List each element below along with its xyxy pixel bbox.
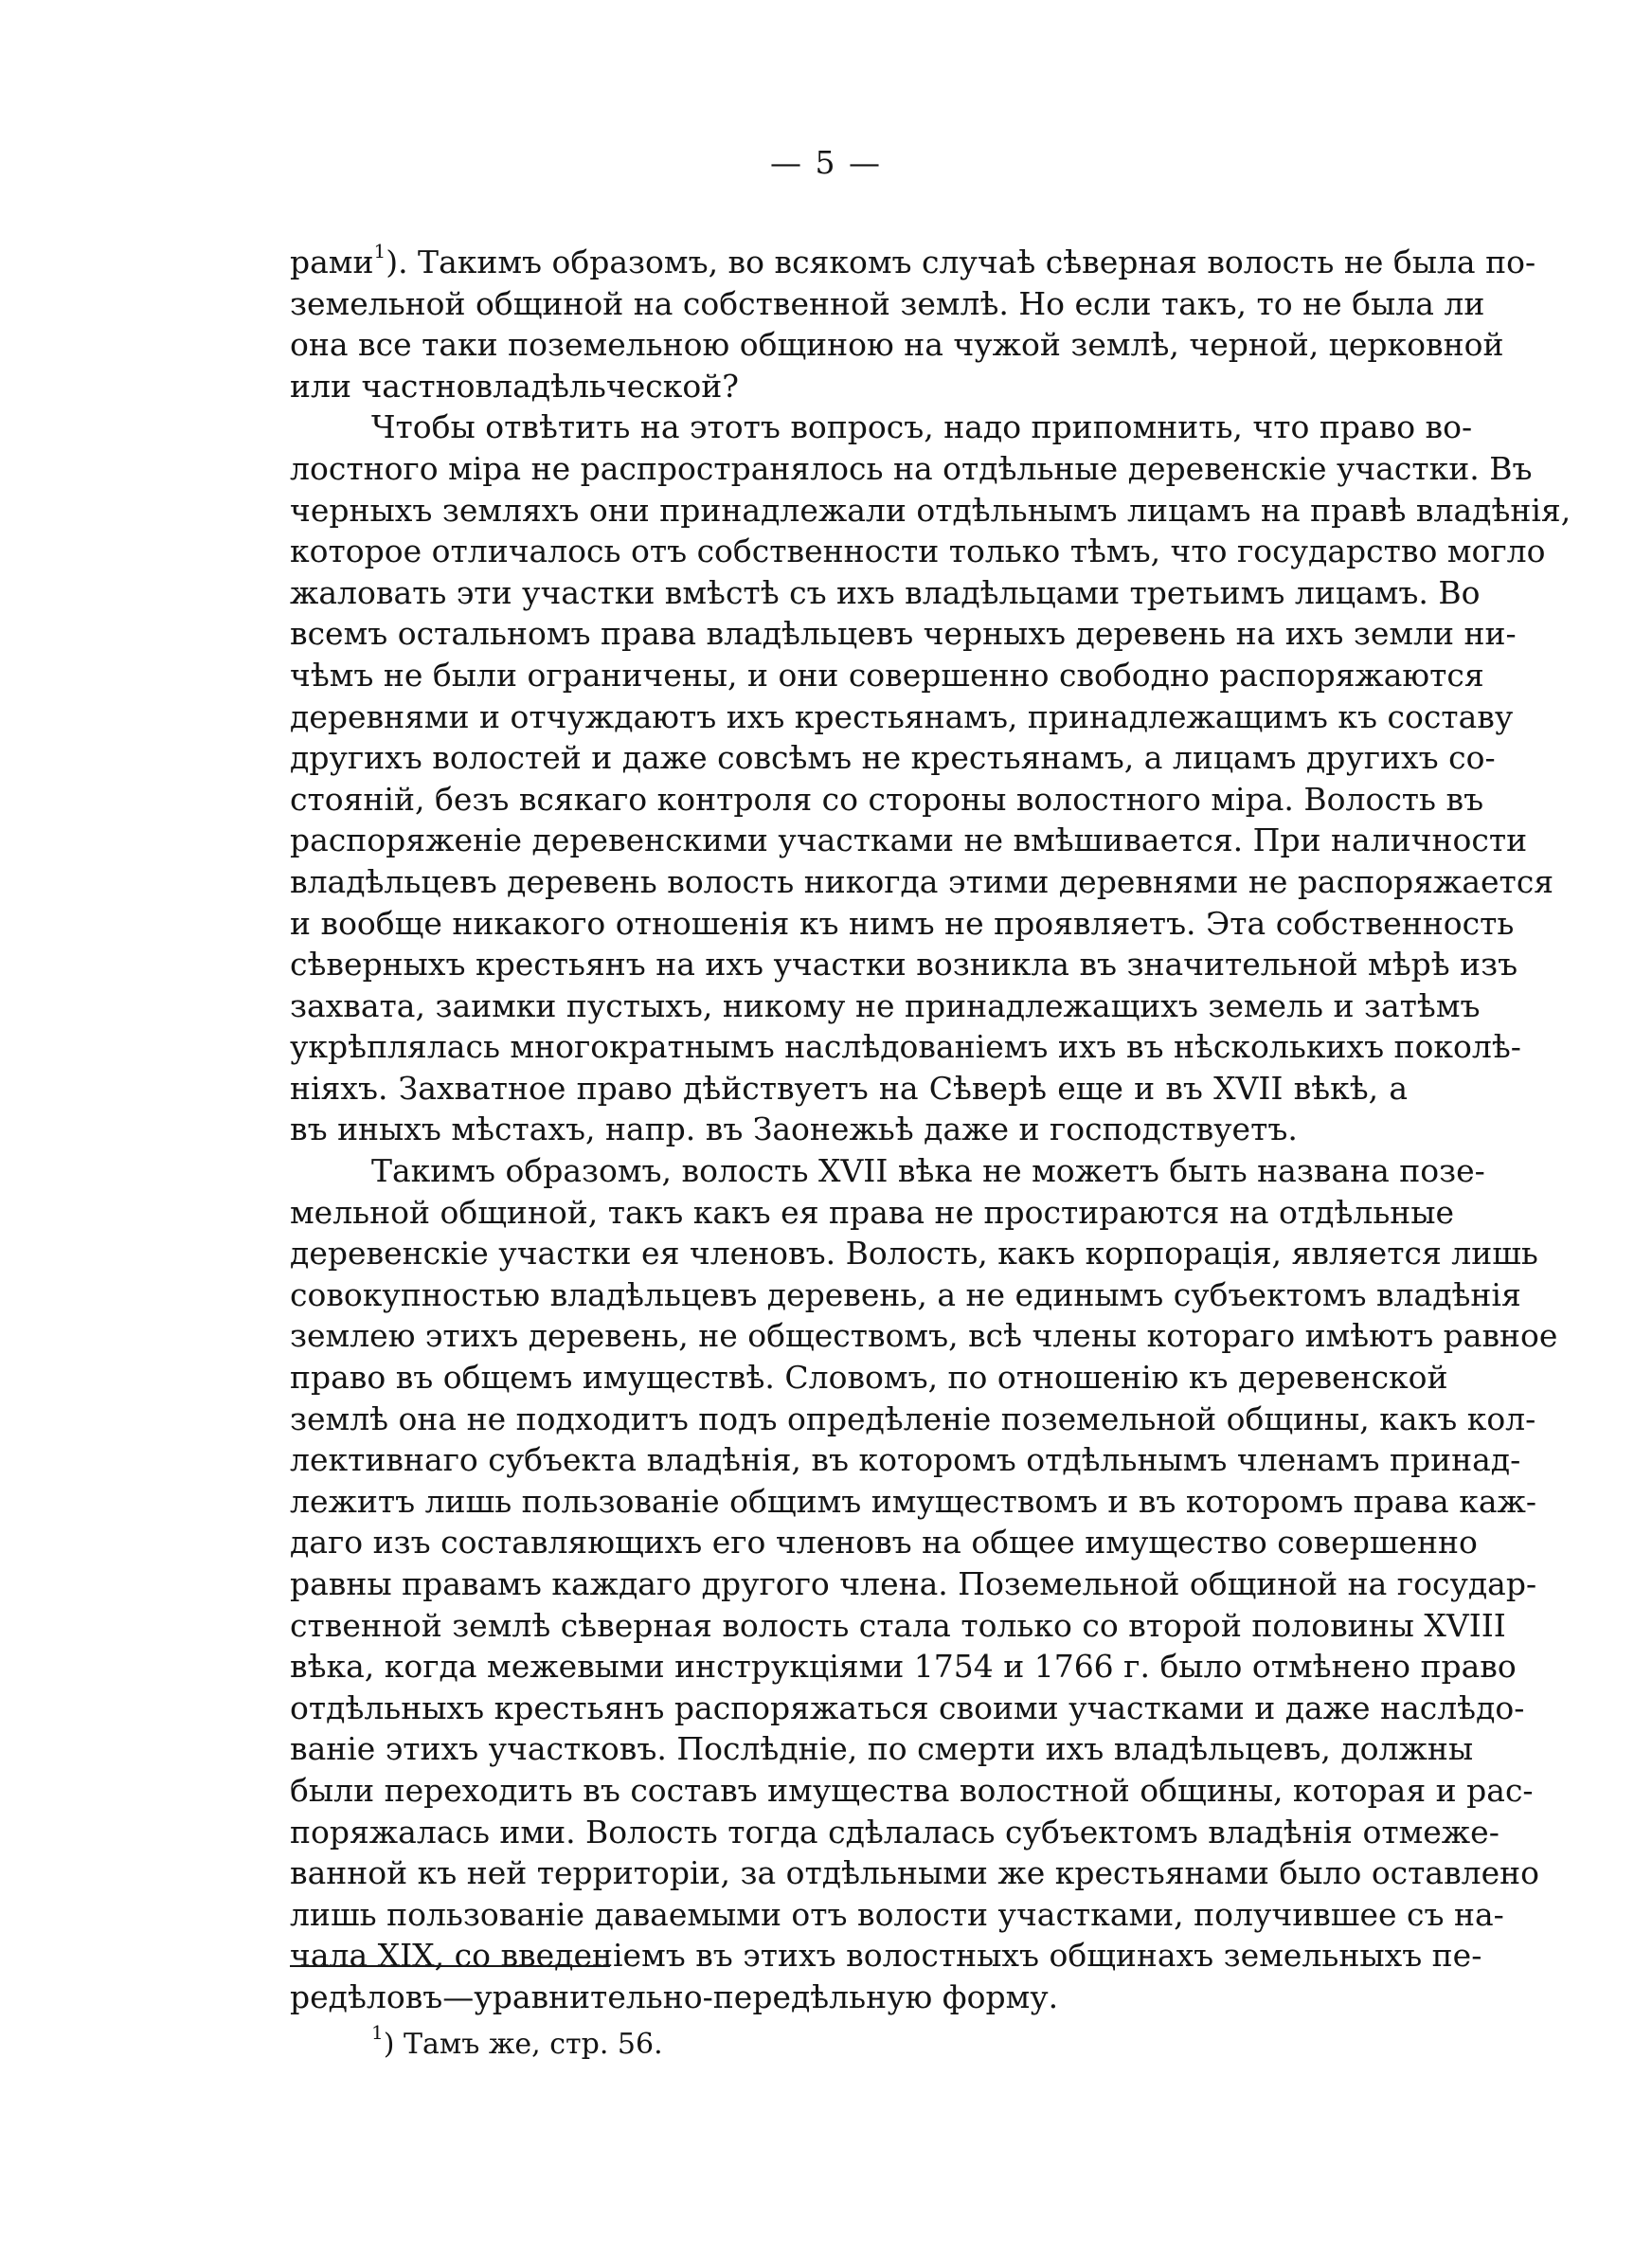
text-line: чала XIX, со введеніемъ въ этихъ волостныхъ общинахъ земельныхъ пе- xyxy=(290,1937,1482,1975)
footnote-divider xyxy=(290,1965,610,1967)
text-line: которое отличалось отъ собственности только тѣмъ, что государство могло xyxy=(290,533,1546,570)
text-line: даго изъ составляющихъ его членовъ на общее имущество совершенно xyxy=(290,1524,1478,1562)
text-line: отдѣльныхъ крестьянъ распоряжаться своими участками и даже наслѣдо- xyxy=(290,1688,1525,1726)
text-line: ніяхъ. Захватное право дѣйствуетъ на Сѣверѣ еще и въ XVII вѣкѣ, а xyxy=(290,1069,1408,1107)
text-line: стояній, безъ всякаго контроля со стороны волостного міра. Волость въ xyxy=(290,780,1484,818)
text-line: поряжалась ими. Волость тогда сдѣлалась субъектомъ владѣнія отмеже- xyxy=(290,1813,1499,1851)
text-line: землѣ она не подходитъ подъ опредѣленіе поземельной общины, какъ кол- xyxy=(290,1399,1536,1437)
footnote-reference: 1 xyxy=(373,240,386,262)
text-line: она все таки поземельною общиною на чужой землѣ, черной, церковной xyxy=(290,326,1504,364)
footnote-mark: 1 xyxy=(371,2021,384,2044)
footnote xyxy=(371,2021,663,2064)
text-line: лежитъ лишь пользованіе общимъ имуществомъ и въ которомъ права каж- xyxy=(290,1482,1537,1520)
text-line: и вообще никакого отношенія къ нимъ не проявляетъ. Эта собственность xyxy=(290,904,1515,942)
text-line: ваніе этихъ участковъ. Послѣдніе, по смерти ихъ владѣльцевъ, должны xyxy=(290,1730,1474,1768)
text-line: сѣверныхъ крестьянъ на ихъ участки возникла въ значительной мѣрѣ изъ xyxy=(290,946,1518,984)
page-number: — 5 — xyxy=(770,144,882,181)
text-line: лективнаго субъекта владѣнія, въ которомъ отдѣльнымъ членамъ принад- xyxy=(290,1441,1521,1479)
body-text xyxy=(290,240,1571,2018)
text-line: ванной къ ней территоріи, за отдѣльными же крестьянами было оставлено xyxy=(290,1854,1540,1892)
text-line: въ иныхъ мѣстахъ, напр. въ Заонежьѣ даже и господствуетъ. xyxy=(290,1110,1298,1148)
text-line: распоряженіе деревенскими участками не вмѣшивается. При наличности xyxy=(290,822,1528,859)
text-line: укрѣплялась многократнымъ наслѣдованіемъ ихъ въ нѣсколькихъ поколѣ- xyxy=(290,1028,1521,1066)
text-line: совокупностью владѣльцевъ деревень, а не единымъ субъектомъ владѣнія xyxy=(290,1275,1521,1313)
text-line: мельной общиной, такъ какъ ея права не простираются на отдѣльные xyxy=(290,1193,1455,1231)
text-line: ственной землѣ сѣверная волость стала только со второй половины XVIII xyxy=(290,1606,1506,1644)
text-line: землею этихъ деревень, не обществомъ, всѣ члены котораго имѣютъ равное xyxy=(290,1317,1558,1355)
text-line: всемъ остальномъ права владѣльцевъ черныхъ деревень на ихъ земли ни- xyxy=(290,615,1517,653)
text-line: владѣльцевъ деревень волость никогда этими деревнями не распоряжается xyxy=(290,862,1554,900)
text-line: право въ общемъ имуществѣ. Словомъ, по отношенію къ деревенской xyxy=(290,1359,1448,1397)
text-line: рами$^1$). Такимъ образомъ, во всякомъ случаѣ сѣверная волость не была по- xyxy=(290,240,1536,280)
text-line: были переходить въ составъ имущества волостной общины, которая и рас- xyxy=(290,1771,1534,1809)
text-line: лишь пользованіе даваемыми отъ волости участками, получившее съ на- xyxy=(290,1895,1504,1933)
text-line: другихъ волостей и даже совсѣмъ не крестьянамъ, а лицамъ другихъ со- xyxy=(290,739,1496,777)
text-line: земельной общиной на собственной землѣ. Но если такъ, то не была ли xyxy=(290,284,1485,322)
text-line: равны правамъ каждаго другого члена. Поземельной общиной на государ- xyxy=(290,1565,1537,1602)
text-line: жаловать эти участки вмѣстѣ съ ихъ владѣльцами третьимъ лицамъ. Во xyxy=(290,573,1481,611)
text-line: чѣмъ не были ограничены, и они совершенно свободно распоряжаются xyxy=(290,656,1484,694)
text-line: лостного міра не распространялось на отдѣльные деревенскіе участки. Въ xyxy=(290,449,1533,487)
text-line: деревенскіе участки ея членовъ. Волость, какъ корпорація, является лишь xyxy=(290,1235,1538,1273)
text-line: Такимъ образомъ, волость XVII вѣка не можетъ быть названа позе- xyxy=(371,1152,1485,1190)
footnote-text: ) Тамъ же, стр. 56. xyxy=(383,2028,663,2061)
text-line: захвата, заимки пустыхъ, никому не принадлежащихъ земель и затѣмъ xyxy=(290,986,1481,1024)
text-line: деревнями и отчуждаютъ ихъ крестьянамъ, принадлежащимъ къ составу xyxy=(290,697,1514,735)
text-line: вѣка, когда межевыми инструкціями 1754 и 1766 г. было отмѣнено право xyxy=(290,1648,1517,1686)
text-line: черныхъ земляхъ они принадлежали отдѣльнымъ лицамъ на правѣ владѣнія, xyxy=(290,491,1571,529)
text-line: или частновладѣльческой? xyxy=(290,367,739,405)
text-line: Чтобы отвѣтить на этотъ вопросъ, надо припомнить, что право во- xyxy=(371,408,1473,446)
text-line: редѣловъ—уравнительно-передѣльную форму. xyxy=(290,1977,1059,2015)
